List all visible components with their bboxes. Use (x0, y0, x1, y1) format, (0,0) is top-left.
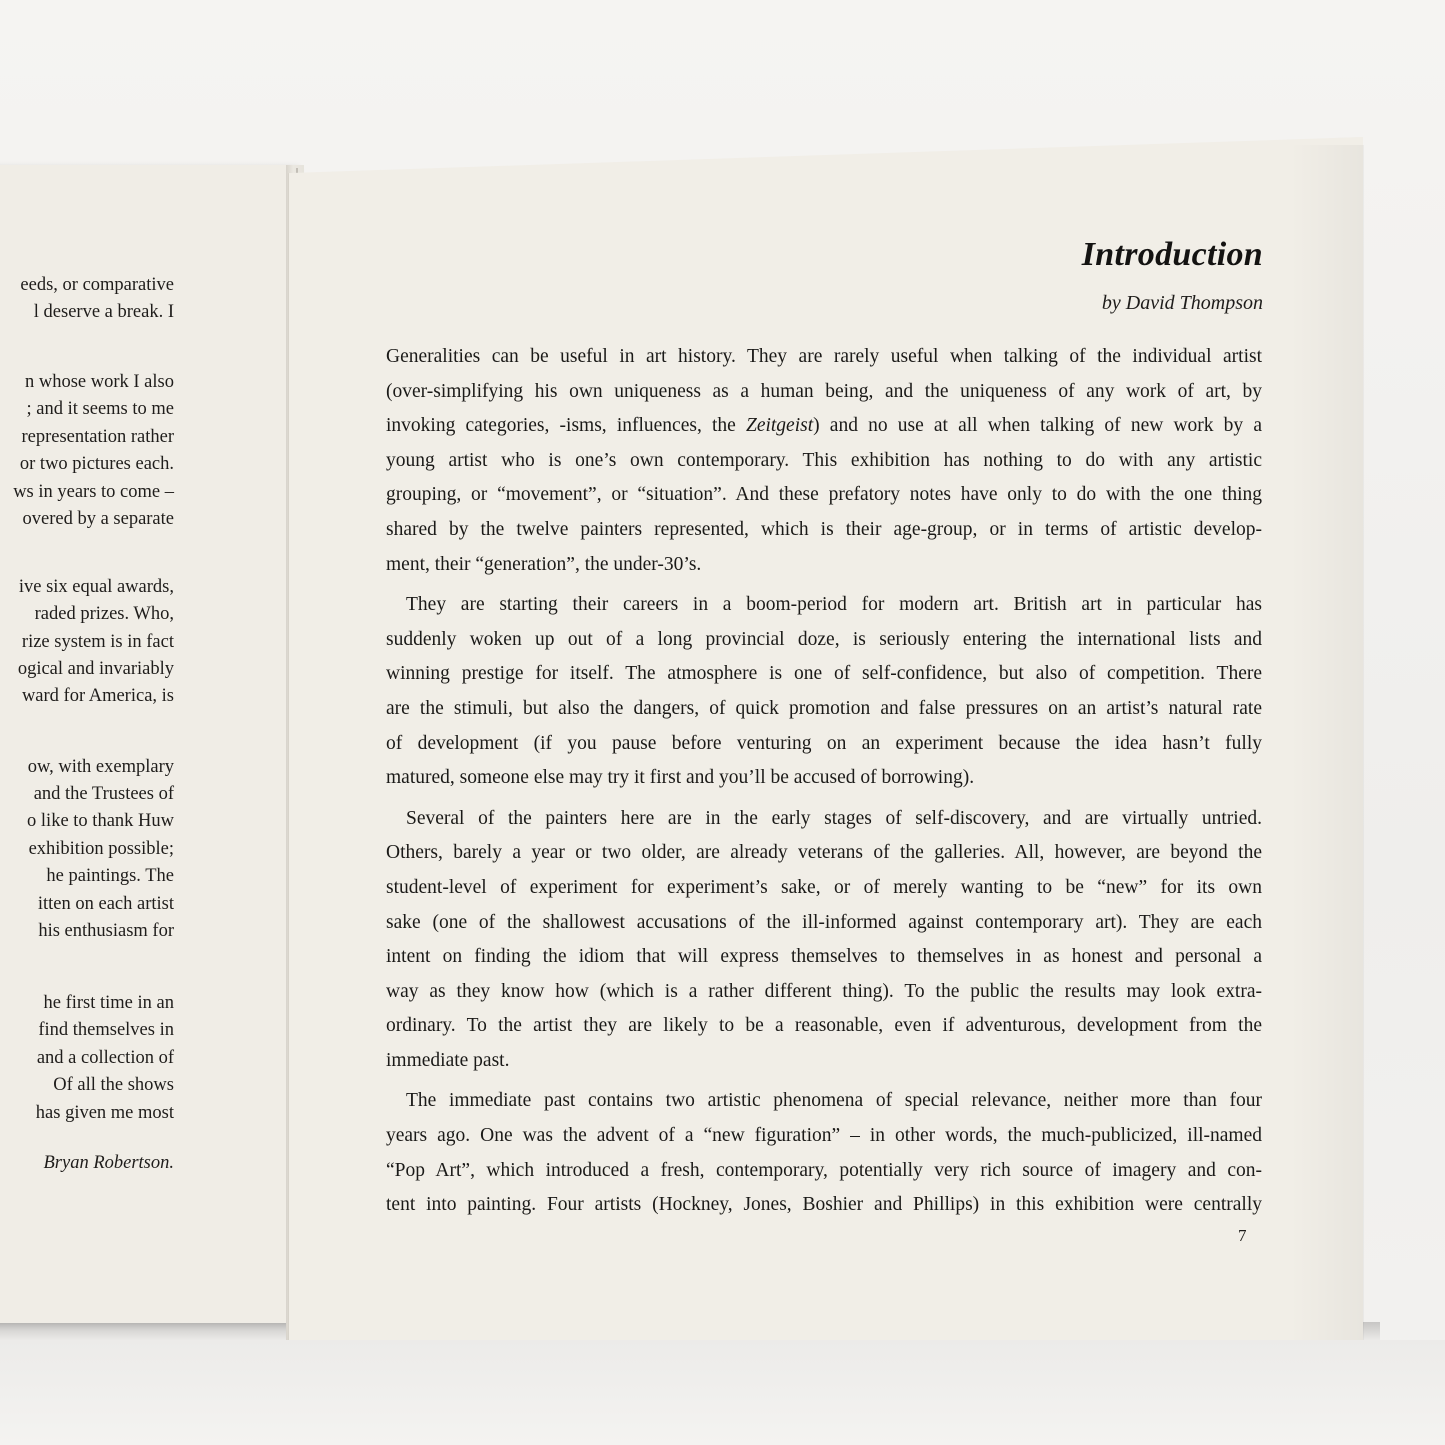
page-edge-shade (1290, 145, 1364, 1340)
left-page-line: overed by a separate (22, 509, 174, 529)
left-page-line: he first time in an (43, 993, 174, 1013)
left-page-line: and the Trustees of (33, 784, 174, 804)
body-line: shared by the twelve painters represented, which is their age-group, or in terms of artistic develop- (386, 518, 1262, 540)
left-page-line: and a collection of (36, 1048, 174, 1068)
body-line: Others, barely a year or two older, are already veterans of the galleries. All, however, are beyond the (386, 842, 1262, 864)
signature: Bryan Robertson. (43, 1153, 174, 1173)
left-page-line: rize system is in fact (21, 632, 174, 652)
left-page-line: ; and it seems to me (26, 399, 174, 419)
body-line: ment, their “generation”, the under-30’s. (386, 553, 702, 575)
body-line: invoking categories, -isms, influences, the Zeitgeist) and no use at all when talking of new work by a (386, 415, 1262, 437)
left-page-line: Of all the shows (53, 1075, 174, 1095)
left-page-line: exhibition possible; (28, 839, 174, 859)
body-line: Generalities can be useful in art history. They are rarely useful when talking of the individual artist (386, 346, 1262, 367)
left-page-line: he paintings. The (46, 866, 174, 886)
body-line: student-level of experiment for experiment’s sake, or of merely wanting to be “new” for its own (386, 876, 1262, 898)
left-page-line: ws in years to come – (13, 482, 174, 502)
left-page-line: his enthusiasm for (38, 921, 174, 941)
body-line: “Pop Art”, which introduced a fresh, contemporary, potentially very rich source of imagery and con- (386, 1159, 1262, 1181)
body-line: (over-simplifying his own uniqueness as a human being, and the uniqueness of any work of art, by (386, 380, 1262, 402)
left-page-line: has given me most (35, 1103, 174, 1123)
left-page-line: ow, with exemplary (27, 757, 174, 777)
left-page-line: ive six equal awards, (18, 577, 174, 597)
left-page-line: representation rather (21, 427, 174, 447)
body-text (386, 340, 1262, 1223)
left-page-line: eeds, or comparative (20, 275, 174, 295)
table-surface (0, 1340, 1445, 1445)
left-page-line: itten on each artist (37, 894, 174, 914)
body-line: are the stimuli, but also the dangers, of quick promotion and false pressures on an artist’s natural rate (386, 697, 1262, 719)
left-page-line: or two pictures each. (19, 454, 174, 474)
body-line: sake (one of the shallowest accusations of the ill-informed against contemporary art). They are each (386, 911, 1262, 933)
body-line: ordinary. To the artist they are likely to be a reasonable, even if adventurous, development from the (386, 1015, 1262, 1037)
body-line: They are starting their careers in a boom-period for modern art. British art in particular has (406, 594, 1262, 616)
author-byline: by David Thompson (1101, 292, 1263, 314)
left-page-line: find themselves in (38, 1020, 174, 1040)
left-page-line: raded prizes. Who, (34, 604, 174, 624)
body-line: intent on finding the idiom that will express themselves to themselves in as honest and personal a (386, 946, 1262, 968)
page-title: Introduction (1081, 236, 1263, 273)
left-page-line: n whose work I also (24, 372, 174, 392)
body-line: winning prestige for itself. The atmosphere is one of self-confidence, but also of competition. There (386, 663, 1262, 685)
left-page (0, 165, 299, 1323)
body-line: grouping, or “movement”, or “situation”. And these prefatory notes have only to do with the one thing (386, 484, 1262, 506)
page-number: 7 (1238, 1226, 1247, 1245)
body-line: years ago. One was the advent of a “new figuration” – in other words, the much-publicized, ill-named (386, 1125, 1262, 1147)
body-line: Several of the painters here are in the early stages of self-discovery, and are virtually untried. (406, 807, 1262, 829)
left-page-line: o like to thank Huw (27, 811, 174, 831)
left-page-line: l deserve a break. I (33, 302, 174, 322)
body-line: immediate past. (386, 1049, 510, 1071)
left-page-line: ogical and invariably (17, 659, 174, 679)
body-line: suddenly woken up out of a long provincial doze, is seriously entering the international lists and (386, 628, 1262, 650)
left-page-line: ward for America, is (21, 686, 174, 706)
body-line: matured, someone else may try it first and you’ll be accused of borrowing). (386, 767, 975, 789)
body-line: of development (if you pause before venturing on an experiment because the idea hasn’t fully (386, 732, 1262, 754)
body-line: young artist who is one’s own contemporary. This exhibition has nothing to do with any artistic (386, 449, 1262, 471)
body-line: The immediate past contains two artistic phenomena of special relevance, neither more than four (406, 1090, 1262, 1112)
body-line: way as they know how (which is a rather different thing). To the public the results may look extra- (386, 980, 1262, 1002)
body-line: tent into painting. Four artists (Hockney, Jones, Boshier and Phillips) in this exhibition were centrally (386, 1194, 1262, 1216)
